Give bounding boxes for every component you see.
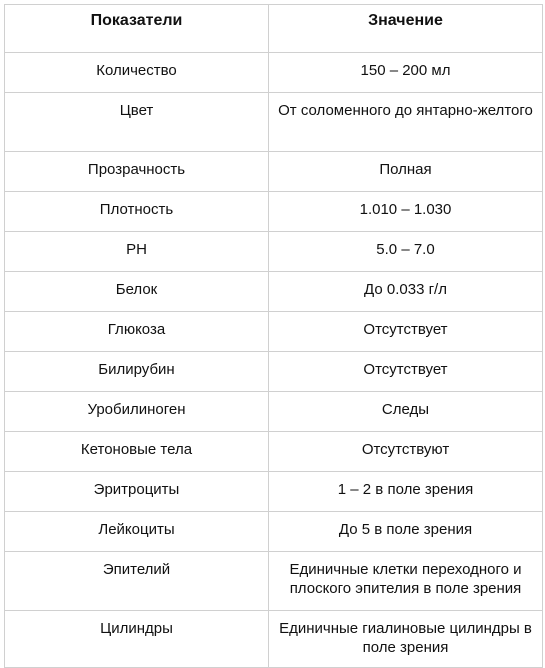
row-value: До 0.033 г/л [269, 272, 543, 312]
table-row [5, 611, 543, 668]
table-row [5, 432, 543, 472]
table-row [5, 192, 543, 232]
row-value: Отсутствует [269, 352, 543, 392]
header-value: Значение [269, 5, 543, 53]
header-indicators: Показатели [5, 5, 269, 53]
row-name: Цвет [5, 93, 269, 152]
row-name: Уробилиноген [5, 392, 269, 432]
table-row [5, 312, 543, 352]
row-name: Количество [5, 53, 269, 93]
row-name: Билирубин [5, 352, 269, 392]
row-name: Глюкоза [5, 312, 269, 352]
row-value: До 5 в поле зрения [269, 512, 543, 552]
row-name: PH [5, 232, 269, 272]
row-value: 1.010 – 1.030 [269, 192, 543, 232]
row-value: Полная [269, 152, 543, 192]
table-row [5, 352, 543, 392]
table-row [5, 552, 543, 611]
row-name: Плотность [5, 192, 269, 232]
table-row [5, 152, 543, 192]
row-value: Единичные гиалиновые цилиндры в поле зрения [269, 611, 543, 668]
urine-analysis-table [4, 4, 543, 668]
row-name: Эритроциты [5, 472, 269, 512]
row-value: От соломенного до янтарно-желтого [269, 93, 543, 152]
row-value: 5.0 – 7.0 [269, 232, 543, 272]
row-name: Белок [5, 272, 269, 312]
row-name: Эпителий [5, 552, 269, 611]
table-row [5, 472, 543, 512]
table-row [5, 272, 543, 312]
row-name: Кетоновые тела [5, 432, 269, 472]
row-name: Лейкоциты [5, 512, 269, 552]
table-row [5, 232, 543, 272]
table-row [5, 93, 543, 152]
table-row [5, 53, 543, 93]
row-value: 150 – 200 мл [269, 53, 543, 93]
row-value: Отсутствуют [269, 432, 543, 472]
table-row [5, 392, 543, 432]
row-value: Отсутствует [269, 312, 543, 352]
row-value: Единичные клетки переходного и плоского эпителия в поле зрения [269, 552, 543, 611]
row-value: 1 – 2 в поле зрения [269, 472, 543, 512]
row-name: Прозрачность [5, 152, 269, 192]
table-header-row [5, 5, 543, 53]
row-name: Цилиндры [5, 611, 269, 668]
table-row [5, 512, 543, 552]
row-value: Следы [269, 392, 543, 432]
